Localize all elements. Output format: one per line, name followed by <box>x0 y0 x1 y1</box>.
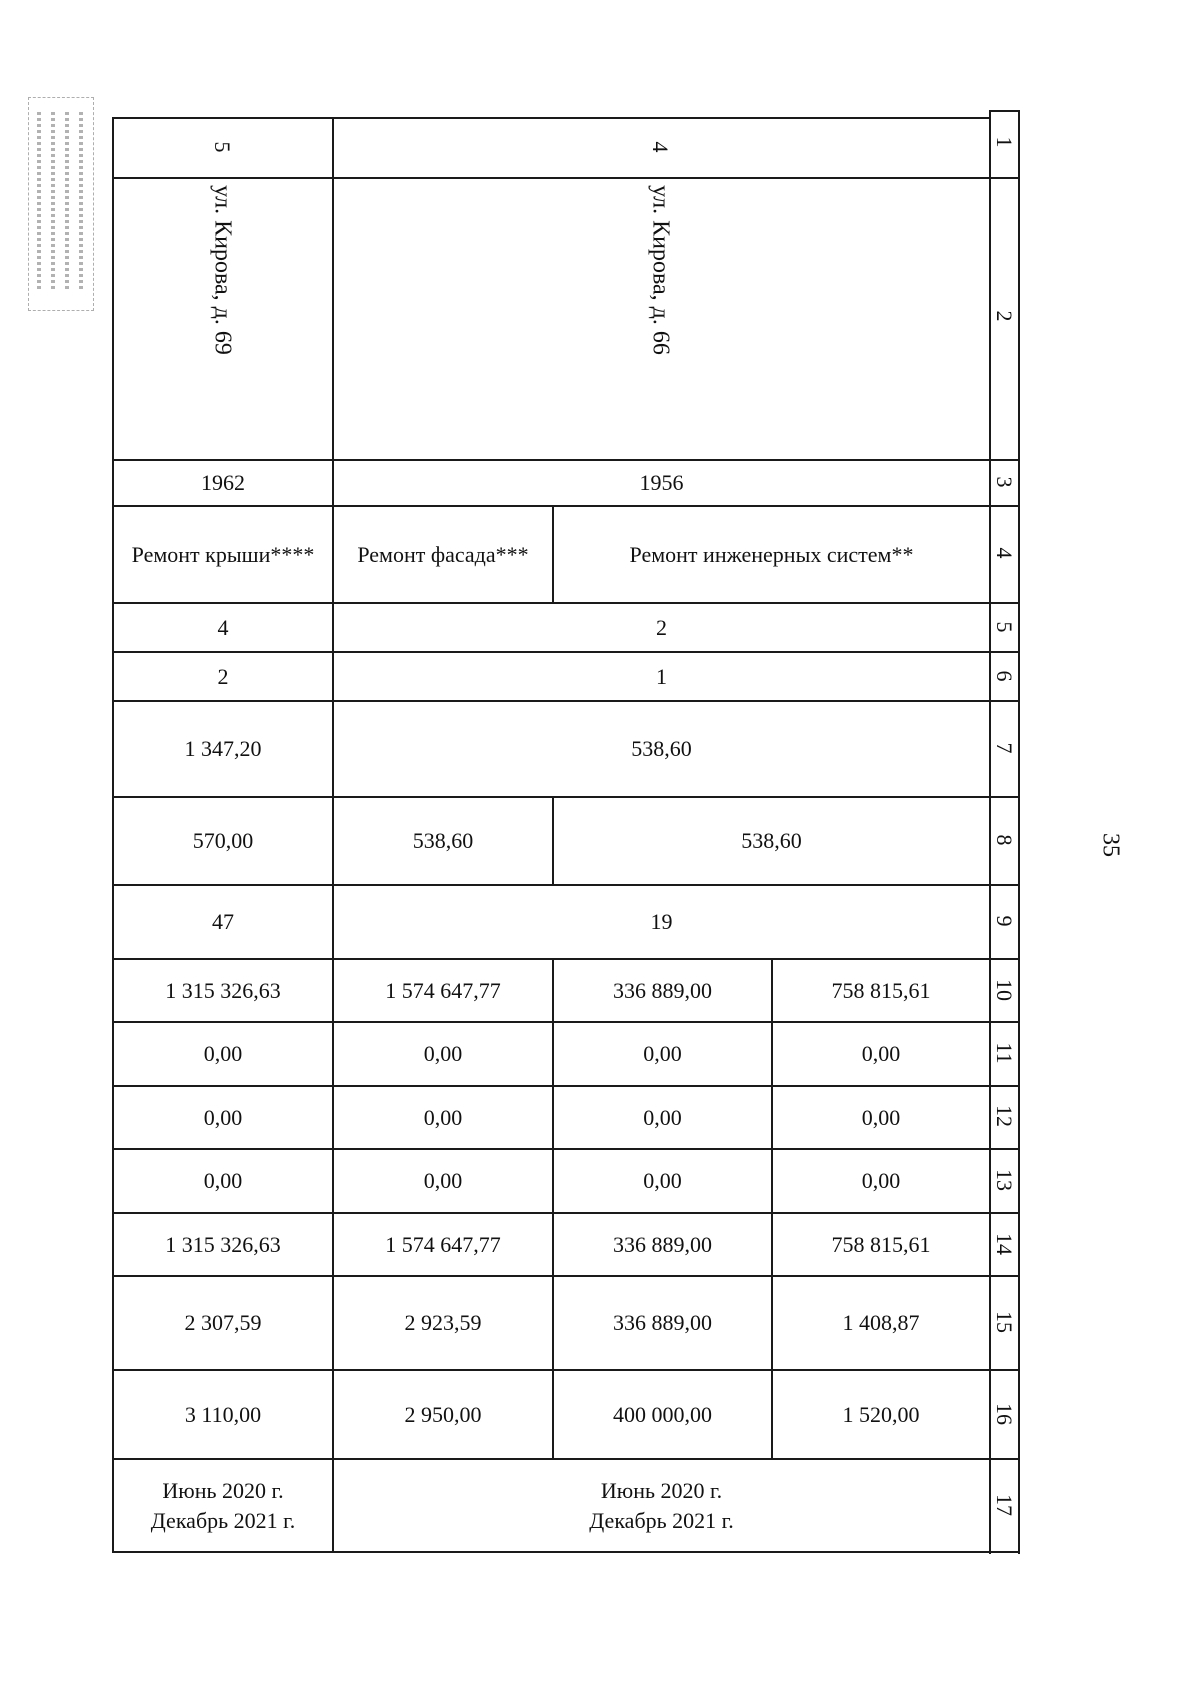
page-number: 35 <box>1097 833 1124 857</box>
table-cell: 1 574 647,77 <box>385 1231 501 1257</box>
work-type-facade: Ремонт фасада*** <box>357 541 529 567</box>
table-cell: 2 307,59 <box>184 1310 262 1335</box>
row-number: 10 <box>992 979 1017 1001</box>
row-number: 1 <box>992 136 1017 148</box>
table-cell: 0,00 <box>643 1041 682 1066</box>
building-2-address: ул. Кирова, д. 66 <box>647 185 674 355</box>
table-cell: 0,00 <box>861 1104 901 1130</box>
building-1-row8: 570,00 <box>192 828 254 853</box>
building-2-row7: 538,60 <box>631 736 692 761</box>
table-cell: 1 520,00 <box>842 1401 920 1427</box>
building-1-row9: 47 <box>212 909 234 934</box>
row-number: 15 <box>992 1311 1017 1333</box>
building-1-number: 5 <box>210 141 235 153</box>
row-number: 14 <box>992 1233 1017 1255</box>
building-1-row5: 4 <box>217 614 229 640</box>
building-1-row6: 2 <box>217 663 229 689</box>
building-1-year: 1962 <box>201 470 245 495</box>
building-2-row8-engineering: 538,60 <box>741 828 802 853</box>
row-number: 8 <box>992 834 1017 846</box>
building-2-row8-facade: 538,60 <box>412 828 474 853</box>
row-number: 9 <box>992 915 1017 927</box>
table-cell: 1 315 326,63 <box>165 977 281 1003</box>
row-number: 3 <box>992 476 1017 488</box>
row-number: 11 <box>992 1042 1017 1064</box>
table-cell: 0,00 <box>423 1168 463 1193</box>
building-2-row5: 2 <box>656 614 667 640</box>
table-cell: 2 923,59 <box>404 1310 482 1335</box>
table-cell: 3 110,00 <box>184 1401 262 1427</box>
table-cell: 0,00 <box>423 1041 463 1066</box>
building-2-period: Июнь 2020 г. Декабрь 2021 г. <box>589 1477 734 1533</box>
work-type-roof: Ремонт крыши**** <box>131 541 315 567</box>
row-number: 6 <box>992 670 1017 682</box>
row-number: 16 <box>992 1403 1017 1425</box>
table-cell: 1 574 647,77 <box>385 977 501 1003</box>
table-cell: 0,00 <box>643 1168 682 1193</box>
table-cell: 0,00 <box>203 1104 243 1130</box>
row-number: 7 <box>992 742 1017 754</box>
registration-stamp <box>28 97 94 311</box>
building-2-row9: 19 <box>650 909 673 934</box>
table-cell: 400 000,00 <box>613 1401 712 1427</box>
table-cell: 0,00 <box>861 1041 901 1066</box>
building-2-row6: 1 <box>656 663 667 689</box>
table-cell: 1 408,87 <box>842 1310 920 1335</box>
table-cell: 2 950,00 <box>404 1401 482 1427</box>
table-cell: 0,00 <box>203 1041 243 1066</box>
building-1-row7: 1 347,20 <box>184 736 262 761</box>
table-cell: 0,00 <box>203 1168 243 1193</box>
table-cell: 0,00 <box>861 1168 901 1193</box>
row-number: 4 <box>992 547 1017 559</box>
table-cell: 336 889,00 <box>613 1231 712 1257</box>
row-number: 2 <box>992 310 1017 322</box>
building-1-address: ул. Кирова, д. 69 <box>209 185 236 355</box>
table-cell: 758 815,61 <box>831 977 931 1003</box>
table-cell: 0,00 <box>643 1104 682 1130</box>
building-1-period: Июнь 2020 г. Декабрь 2021 г. <box>150 1477 296 1533</box>
table-cell: 336 889,00 <box>613 977 712 1003</box>
work-type-engineering: Ремонт инженерных систем** <box>629 541 914 567</box>
building-2-year: 1956 <box>639 470 684 495</box>
table-cell: 336 889,00 <box>613 1310 712 1335</box>
table-cell: 0,00 <box>423 1104 463 1130</box>
building-2-number: 4 <box>648 141 673 153</box>
table-cell: 1 315 326,63 <box>165 1231 281 1257</box>
row-number: 17 <box>992 1494 1017 1516</box>
row-number: 13 <box>992 1169 1017 1191</box>
table-cell: 758 815,61 <box>831 1231 931 1257</box>
row-number: 12 <box>992 1105 1017 1127</box>
row-number: 5 <box>992 621 1017 633</box>
